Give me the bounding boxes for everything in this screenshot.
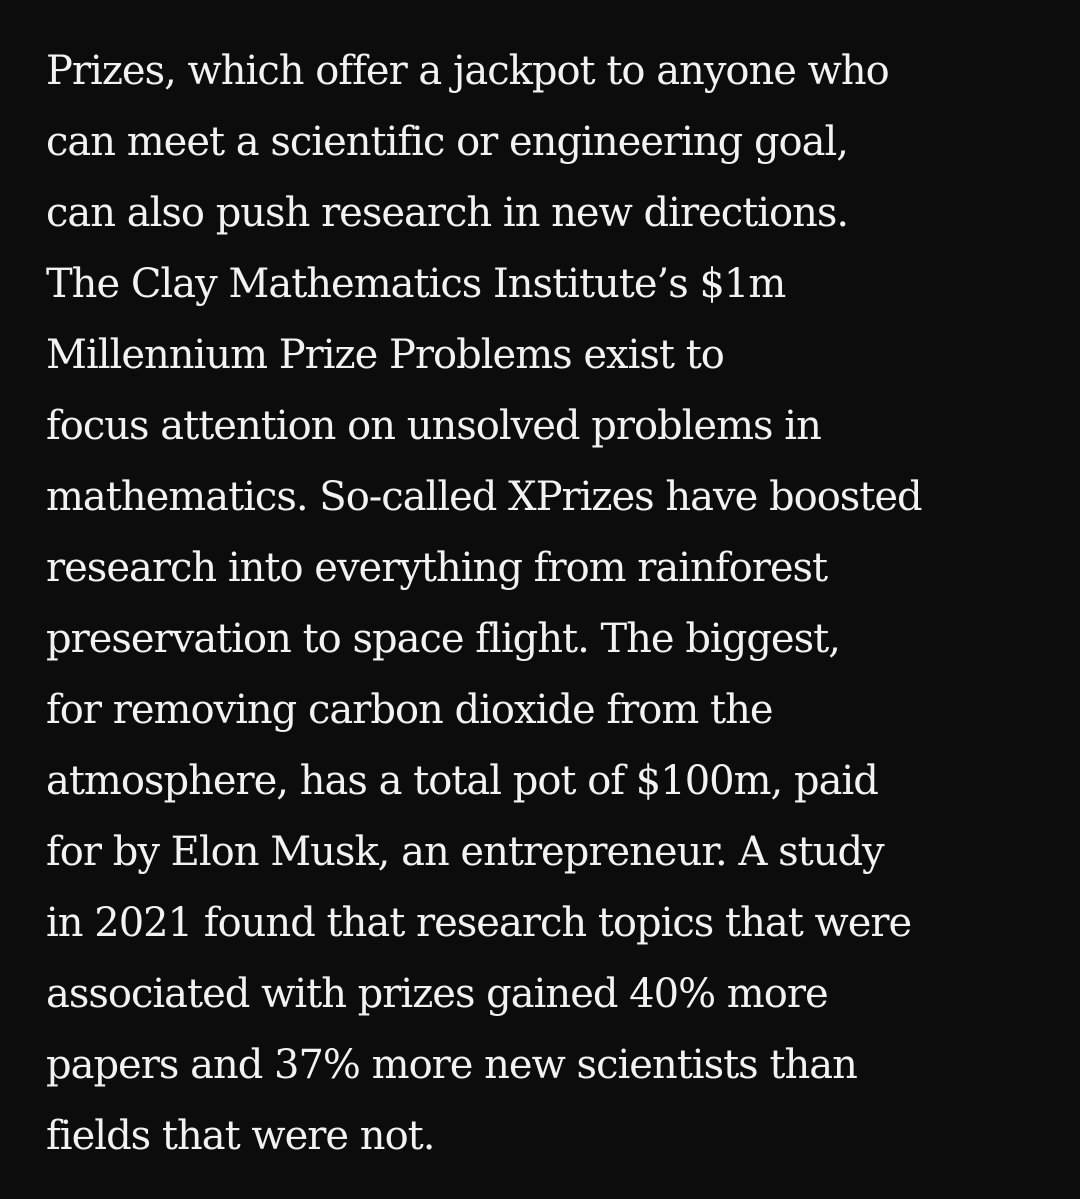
- text-line: preservation to space flight. The biggest,: [46, 616, 840, 662]
- text-line: for removing carbon dioxide from the: [46, 687, 773, 733]
- text-line: fields that were not.: [46, 1113, 435, 1159]
- text-line: associated with prizes gained 40% more: [46, 971, 828, 1017]
- text-line: research into everything from rainforest: [46, 545, 828, 591]
- text-line: focus attention on unsolved problems in: [46, 403, 821, 449]
- text-line: mathematics. So-called XPrizes have boosted: [46, 474, 922, 520]
- article-paragraph: [46, 36, 1056, 1172]
- text-line: papers and 37% more new scientists than: [46, 1042, 857, 1088]
- text-line: can also push research in new directions.: [46, 190, 849, 236]
- text-line: can meet a scientific or engineering goal,: [46, 119, 848, 165]
- text-line: The Clay Mathematics Institute’s $1m: [46, 261, 786, 307]
- text-line: for by Elon Musk, an entrepreneur. A study: [46, 829, 884, 875]
- text-line: Millennium Prize Problems exist to: [46, 332, 724, 378]
- text-line: Prizes, which offer a jackpot to anyone who: [46, 48, 889, 94]
- text-line: atmosphere, has a total pot of $100m, paid: [46, 758, 878, 804]
- text-line: in 2021 found that research topics that were: [46, 900, 912, 946]
